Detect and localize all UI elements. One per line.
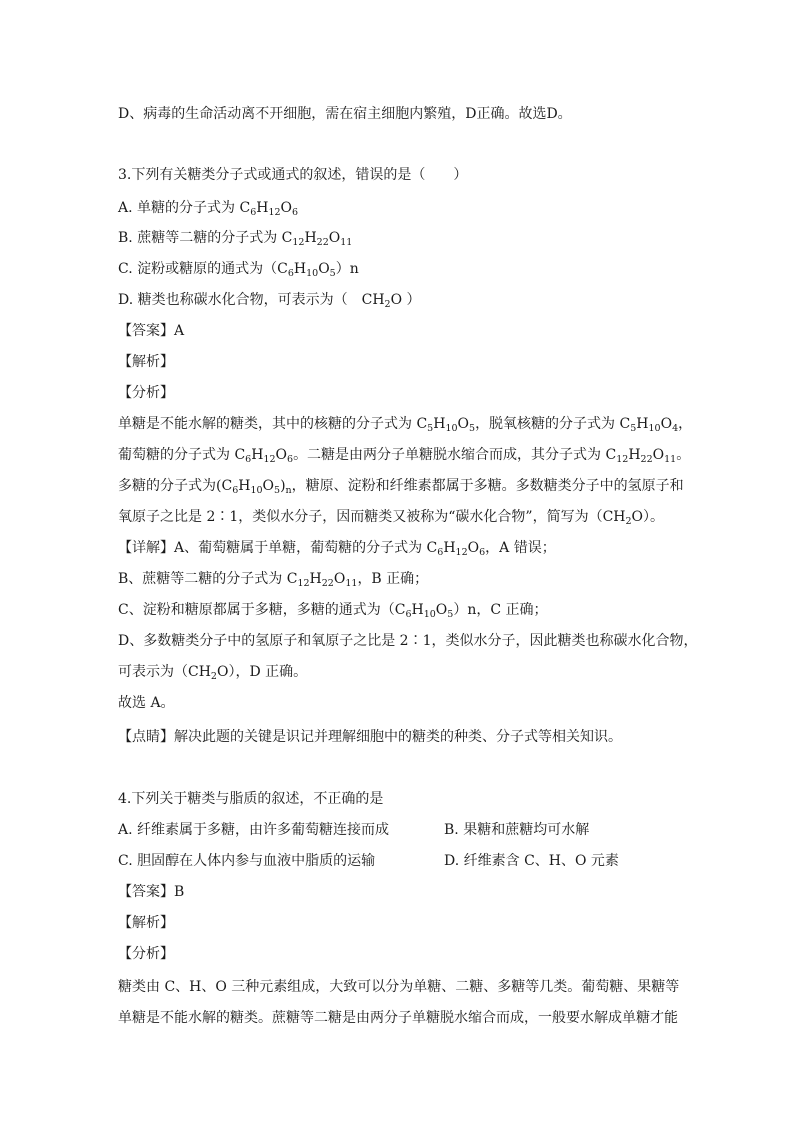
question-3-analysis-line-3: 多糖的分子式为$(C_6H_{10}O_5)_n$，糖原、淀粉和纤维素都属于多糖。多数糖类分子中的氢原子和 [118,478,684,496]
prev-answer-d-line: D、病毒的生命活动离不开细胞，需在宿主细胞内繁殖，D正确。故选D。 [118,106,572,122]
question-4-option-c: C. 胆固醇在人体内参与血液中脂质的运输 [118,853,376,869]
question-3-detail-line-4: D、多数糖类分子中的氢原子和氧原子之比是 2∶1，类似水分子，因此糖类也称碳水化合物， [118,633,698,649]
question-4-answer: 【答案】B [118,884,185,900]
question-4-analysis-line-2: 单糖是不能水解的糖类。蔗糖等二糖是由两分子单糖脱水缩合而成，一般要水解成单糖才能 [118,1010,678,1026]
question-4-analysis-line-1: 糖类由 C、H、O 三种元素组成，大致可以分为单糖、二糖、多糖等几类。葡萄糖、果糖等 [118,979,680,995]
question-3-jiexi-label: 【解析】 [118,354,174,370]
question-3-choose: 故选 A。 [118,695,175,711]
question-3-fenxi-label: 【分析】 [118,385,174,401]
question-4-jiexi-label: 【解析】 [118,915,174,931]
question-3-dianjing: 【点睛】解决此题的关键是识记并理解细胞中的糖类的种类、分子式等相关知识。 [118,729,622,745]
question-3-detail-line-1: 【详解】A、葡萄糖属于单糖，葡萄糖的分子式为 $C_6H_{12}O_6$，A 错误； [118,540,556,558]
question-3-detail-line-3: C、淀粉和糖原都属于多糖，多糖的通式为$(C_6H_{10}O_5)n$，C 正确； [118,602,548,620]
question-4-options-row-1 [118,820,389,840]
question-4-option-b: B. 果糖和蔗糖均可水解 [444,822,590,838]
question-3-detail-line-2: B、蔗糖等二糖的分子式为 $C_{12}H_{22}O_{11}$，B 正确； [118,571,429,589]
question-3-analysis-line-2: 葡萄糖的分子式为 $C_6H_{12}O_6$。二糖是由两分子单糖脱水缩合而成，其分子式为 $C_{12}H_{22}O_{11}$。 [118,447,691,465]
question-4-fenxi-label: 【分析】 [118,946,174,962]
question-4-option-d: D. 纤维素含 C、H、O 元素 [444,853,619,869]
question-3-option-d: D. 糖类也称碳水化合物，可表示为（ $CH_2O$ ） [118,292,421,310]
question-3-option-a: A. 单糖的分子式为 $C_6H_{12}O_6$ [118,200,299,218]
question-3-stem: 3.下列有关糖类分子式或通式的叙述，错误的是（ ） [118,167,468,183]
question-4-option-a: A. 纤维素属于多糖，由许多葡萄糖连接而成 [118,822,390,838]
question-3-answer: 【答案】A [118,323,185,339]
question-3-option-c: C. 淀粉或糖原的通式为$(C_6H_{10}O_5)n$ [118,261,359,279]
question-3-detail-line-5: 可表示为$(CH_2O)$，D 正确。 [118,664,308,682]
question-3-option-b: B. 蔗糖等二糖的分子式为 $C_{12}H_{22}O_{11}$ [118,230,353,248]
question-4-stem: 4.下列关于糖类与脂质的叙述，不正确的是 [118,791,384,807]
question-3-analysis-line-4: 氧原子之比是 2∶1，类似水分子，因而糖类又被称为“碳水化合物”，简写为$(CH_2O)$。 [118,509,665,527]
question-3-analysis-line-1: 单糖是不能水解的糖类，其中的核糖的分子式为 $C_5H_{10}O_5$，脱氧核糖的分子式为 $C_5H_{10}O_4$， [118,416,693,434]
